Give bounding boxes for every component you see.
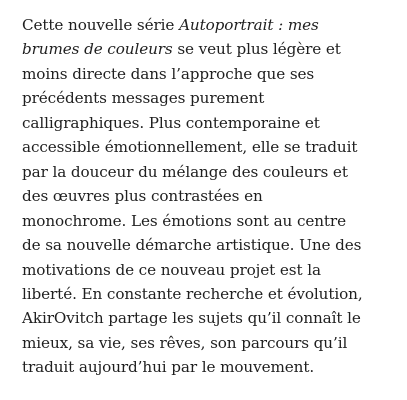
text-line: des œuvres plus contrastées en (22, 187, 263, 206)
text-line: par la douceur du mélange des couleurs et (22, 162, 348, 181)
text-line: motivations de ce nouveau projet est la (22, 260, 321, 279)
series-title-part2: brumes de couleurs (22, 40, 173, 59)
text-run: Cette nouvelle série (22, 16, 180, 34)
text-line: AkirOvitch partage les sujets qu’il connaît le (22, 309, 361, 328)
text-line (22, 37, 394, 61)
text-line: monochrome. Les émotions sont au centre (22, 211, 346, 230)
text-line: calligraphiques. Plus contemporaine et (22, 113, 320, 132)
text-run: se veut plus légère et (172, 40, 341, 59)
text-line: traduit aujourd’hui par le mouvement. (22, 358, 315, 377)
text-line: précédents messages purement (22, 89, 265, 108)
body-paragraph (22, 13, 394, 380)
text-line: de sa nouvelle démarche artistique. Une des (22, 236, 362, 255)
text-line: moins directe dans l’approche que ses (22, 64, 315, 83)
text-line: liberté. En constante recherche et évolution, (22, 284, 363, 303)
text-line: mieux, sa vie, ses rêves, son parcours qu’il (22, 333, 348, 352)
series-title-part1: Autoportrait : mes (179, 16, 319, 34)
text-line: accessible émotionnellement, elle se traduit (22, 138, 358, 157)
text-line (22, 13, 394, 37)
